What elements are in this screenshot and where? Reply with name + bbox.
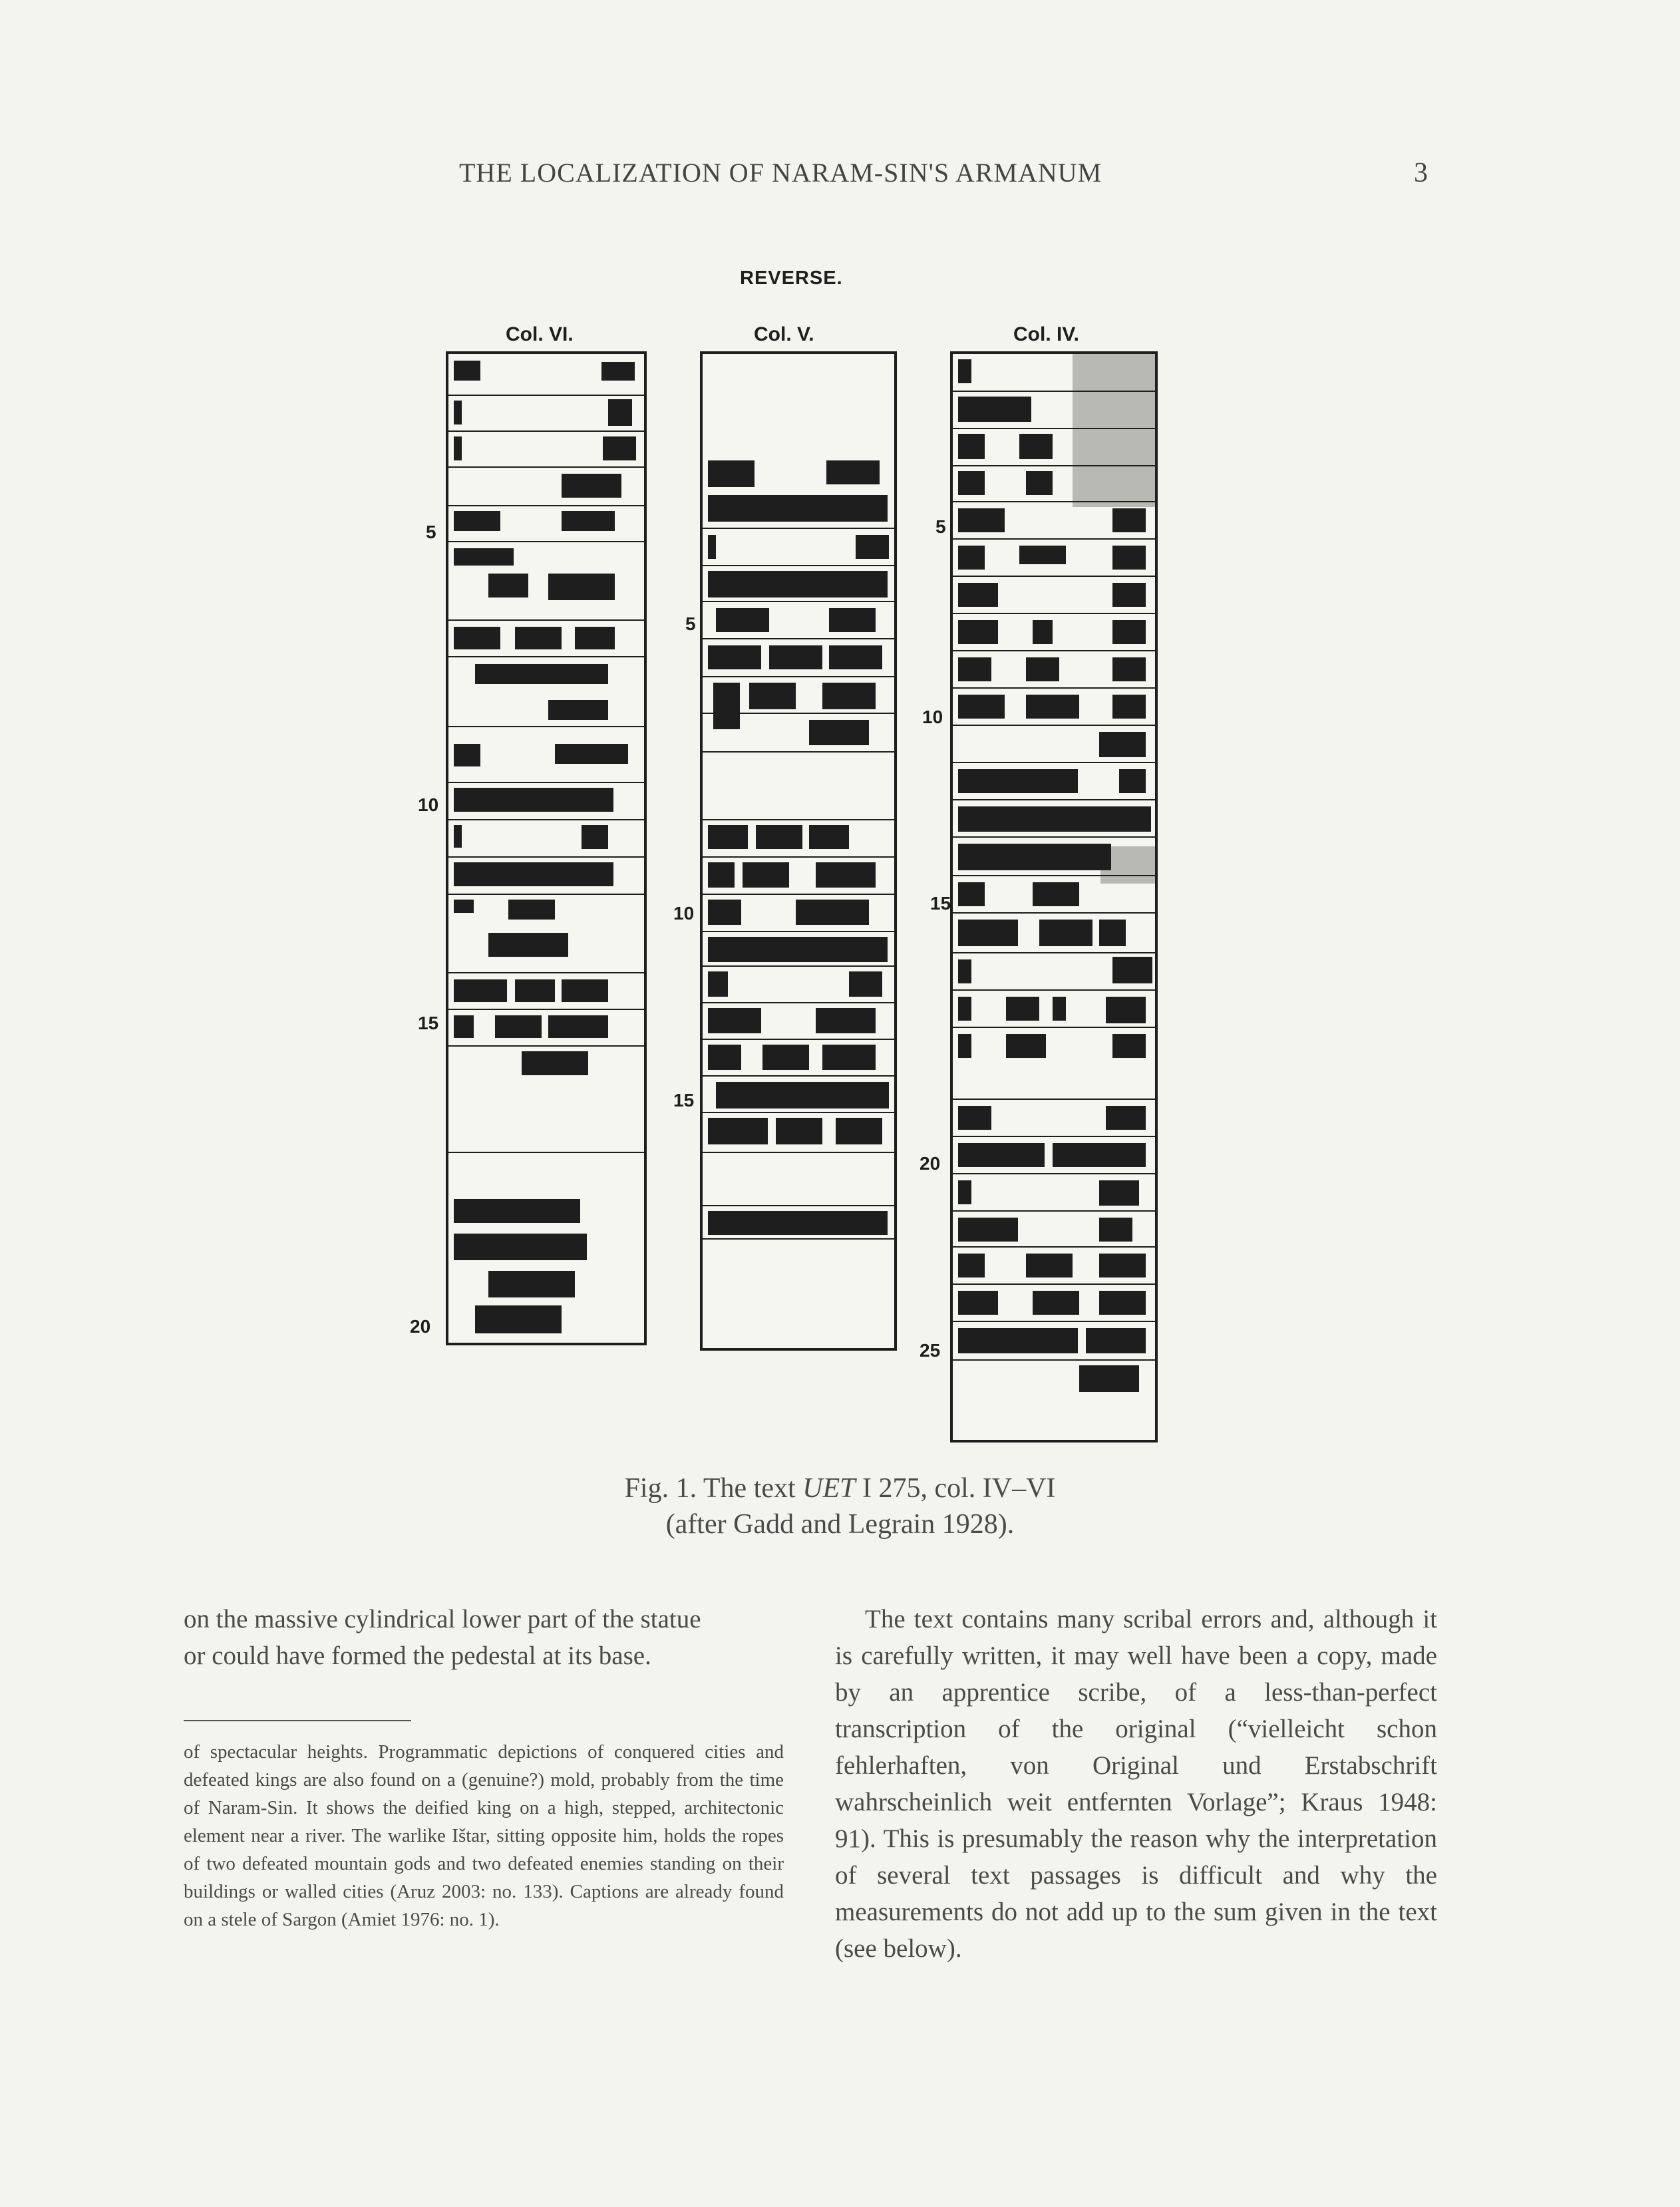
cuneiform-signs-v (703, 354, 894, 1348)
tablet-column-iv (950, 351, 1158, 1443)
line-number: 10 (418, 794, 439, 815)
left-column-line: or could have formed the pedestal at its base. (184, 1641, 651, 1670)
line-number: 10 (673, 903, 695, 924)
line-number: 5 (685, 613, 696, 634)
line-number: 15 (673, 1090, 695, 1110)
line-number: 5 (935, 516, 946, 537)
column-label-vi: Col. VI. (506, 323, 574, 345)
right-column-paragraph: The text contains many scribal errors and, although it is carefully written, it may well have been a copy, made by an apprentice scribe, of a less-than-perfect transcription of the original (“vielleicht schon fehlerhaften, von Original und Erstabschrift wahrscheinlich weit entfernten Vorlage”; Kraus 1948: 91). This is presumably the reason why the interpretation of several text passages is difficult and why the measurements do not add up to the sum given in the text (see below). (835, 1605, 1437, 1963)
caption-rest: I 275, col. IV–VI (855, 1473, 1056, 1504)
footnote-text: of spectacular heights. Programmatic depictions of conquered cities and defeated kings are also found on a (genuine?) mold, probably from the time of Naram-Sin. It shows the deified king on a high, stepped, architectonic element near a river. The warlike Ištar, sitting opposite him, holds the ropes of two defeated mountain gods and two defeated enemies standing on their buildings or walled cities (Aruz 2003: no. 133). Captions are already found on a stele of Sargon (Amiet 1976: no. 1). (184, 1741, 784, 1930)
tablet-column-vi (446, 351, 647, 1345)
line-number: 10 (922, 707, 943, 727)
figure-caption (0, 1470, 1680, 1506)
footnote-rule (184, 1720, 411, 1721)
line-number: 25 (920, 1340, 941, 1361)
line-number: 20 (920, 1153, 941, 1174)
left-column-line: on the massive cylindrical lower part of the statue (184, 1605, 701, 1633)
figure-heading: REVERSE. (740, 267, 843, 289)
caption-italic: UET (802, 1473, 856, 1504)
column-label-iv: Col. IV. (1013, 323, 1079, 345)
caption-prefix: Fig. 1. The text (624, 1473, 803, 1504)
tablet-column-v (700, 351, 897, 1351)
line-number: 15 (418, 1013, 439, 1033)
cuneiform-signs-iv (953, 354, 1155, 1440)
cuneiform-signs-vi (448, 354, 644, 1343)
damaged-area (1073, 354, 1155, 507)
figure-caption-line2: (after Gadd and Legrain 1928). (665, 1509, 1015, 1540)
column-label-v: Col. V. (754, 323, 814, 345)
line-number: 5 (426, 522, 436, 542)
line-number: 15 (930, 893, 951, 914)
running-header-title: THE LOCALIZATION OF NARAM-SIN'S ARMANUM (459, 158, 1102, 188)
page-number: 3 (1414, 158, 1428, 188)
line-number: 20 (410, 1316, 431, 1337)
